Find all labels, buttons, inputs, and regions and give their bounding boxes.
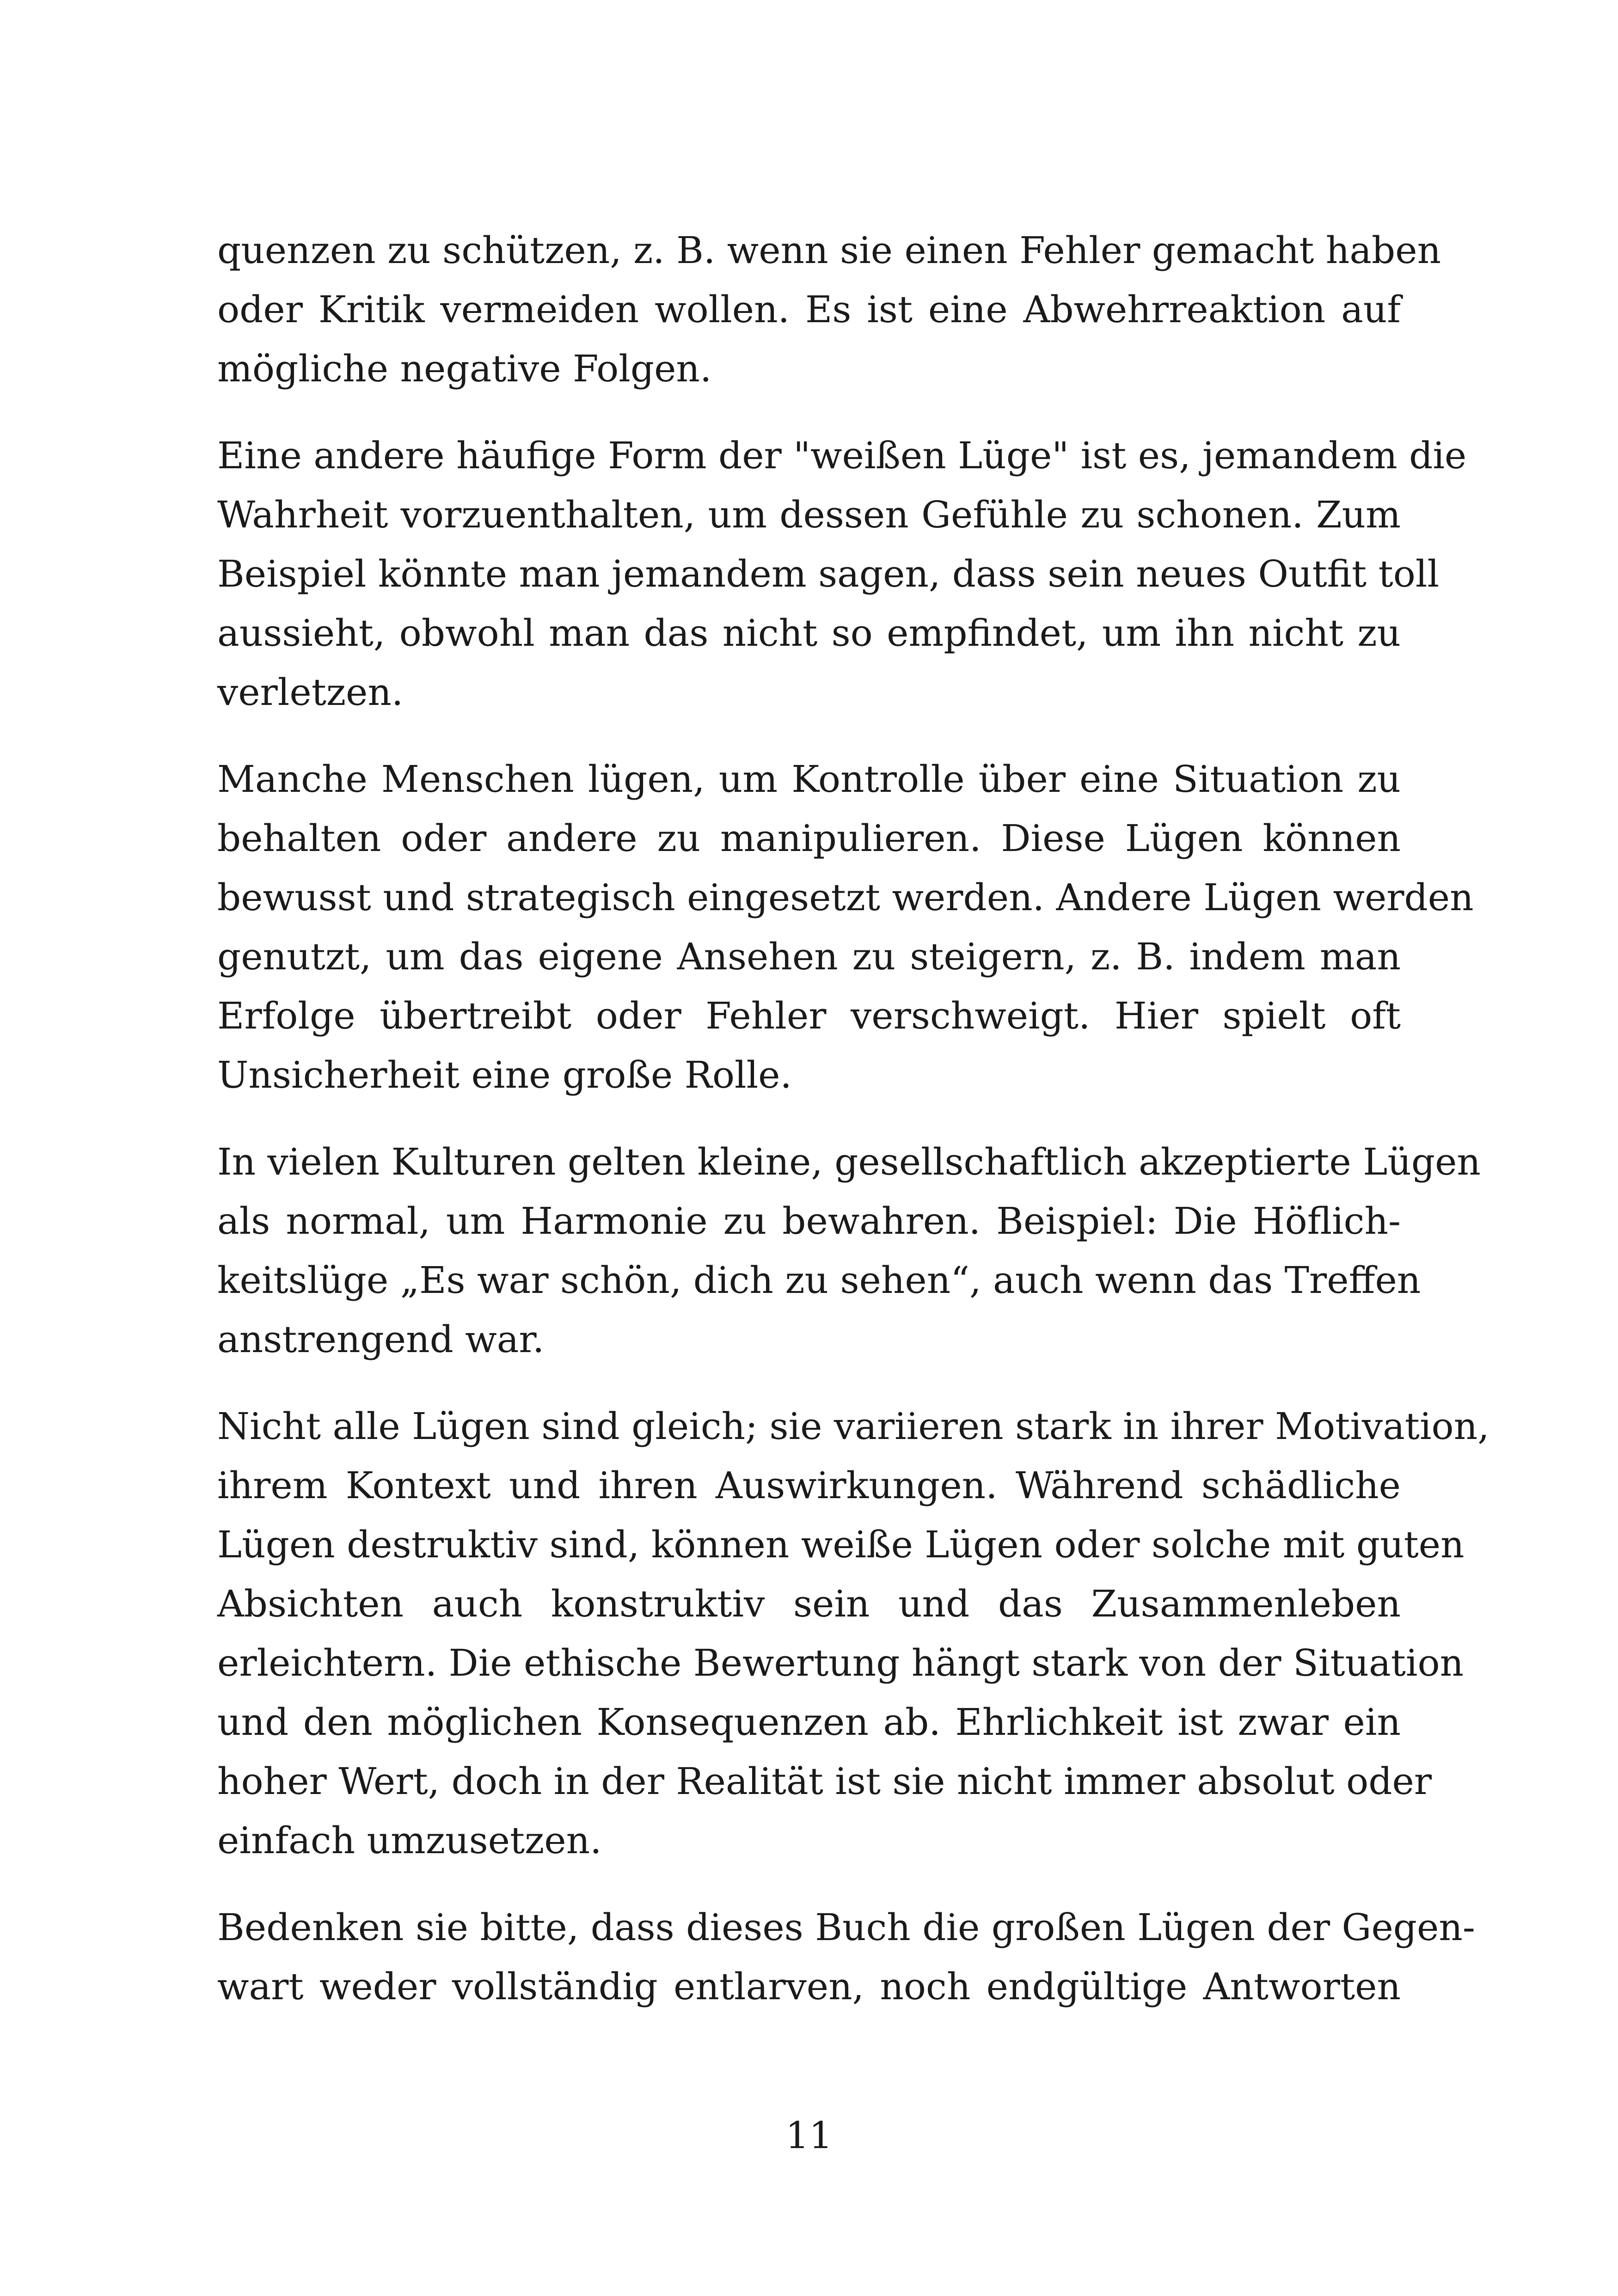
paragraph — [217, 750, 1474, 1105]
text-line: In vielen Kulturen gelten kleine, gesellschaftlich akzeptierte Lügen — [217, 1140, 1481, 1183]
text-line: ihrem Kontext und ihren Auswirkungen. Während schädliche — [217, 1464, 1401, 1507]
text-line: Wahrheit vorzuenthalten, um dessen Gefühle zu schonen. Zum — [217, 493, 1401, 536]
text-line: behalten oder andere zu manipulieren. Diese Lügen können — [217, 817, 1401, 860]
text-line: Manche Menschen lügen, um Kontrolle über eine Situation zu — [217, 758, 1401, 801]
text-line: anstrengend war. — [217, 1318, 545, 1361]
text-line: Absichten auch konstruktiv sein und das Zusammenleben — [217, 1582, 1401, 1625]
text-line: oder Kritik vermeiden wollen. Es ist eine Abwehrreaktion auf — [217, 288, 1401, 331]
text-line: keitslüge „Es war schön, dich zu sehen“, auch wenn das Treffen — [217, 1259, 1421, 1302]
text-line: Eine andere häufige Form der "weißen Lüge" ist es, jemandem die — [217, 434, 1467, 477]
text-line: erleichtern. Die ethische Bewertung hängt stark von der Situation — [217, 1641, 1464, 1684]
text-line: einfach umzusetzen. — [217, 1819, 602, 1862]
text-line: Lügen destruktiv sind, können weiße Lügen oder solche mit guten — [217, 1523, 1465, 1566]
text-line: bewusst und strategisch eingesetzt werden. Andere Lügen werden — [217, 876, 1474, 919]
text-line: aussieht, obwohl man das nicht so empfindet, um ihn nicht zu — [217, 612, 1401, 655]
text-line: Beispiel könnte man jemandem sagen, dass sein neues Outfit toll — [217, 552, 1440, 595]
text-line: quenzen zu schützen, z. B. wenn sie einen Fehler gemacht haben — [217, 229, 1441, 272]
text-line: Erfolge übertreibt oder Fehler verschweigt. Hier spielt oft — [217, 994, 1401, 1037]
paragraph — [217, 1898, 1475, 2016]
text-line: und den möglichen Konsequenzen ab. Ehrlichkeit ist zwar ein — [217, 1701, 1401, 1744]
text-line: genutzt, um das eigene Ansehen zu steigern, z. B. indem man — [217, 935, 1401, 978]
body-text — [217, 221, 1489, 2044]
paragraph — [217, 1133, 1481, 1369]
paragraph — [217, 426, 1467, 722]
paragraph — [217, 221, 1441, 398]
paragraph — [217, 1397, 1489, 1870]
text-line: Unsicherheit eine große Rolle. — [217, 1053, 792, 1096]
text-line: als normal, um Harmonie zu bewahren. Beispiel: Die Höflich- — [217, 1200, 1401, 1243]
text-line: Nicht alle Lügen sind gleich; sie variieren stark in ihrer Motivation, — [217, 1405, 1489, 1448]
page-number: 11 — [785, 2114, 833, 2157]
text-line: mögliche negative Folgen. — [217, 347, 712, 390]
text-line: verletzen. — [217, 671, 404, 714]
text-line: wart weder vollständig entlarven, noch endgültige Antworten — [217, 1965, 1401, 2008]
text-line: Bedenken sie bitte, dass dieses Buch die großen Lügen der Gegen- — [217, 1906, 1475, 1949]
text-line: hoher Wert, doch in der Realität ist sie nicht immer absolut oder — [217, 1760, 1432, 1803]
